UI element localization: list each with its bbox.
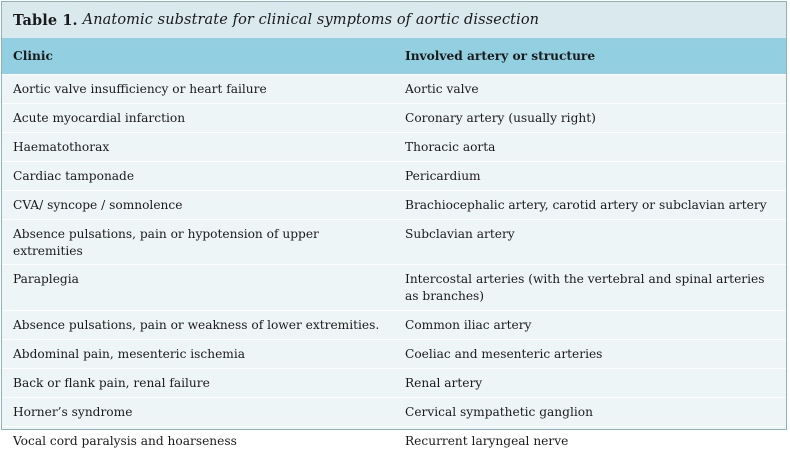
cell-clinic: Aortic valve insufficiency or heart failure xyxy=(2,75,394,104)
table-row xyxy=(2,75,786,104)
cell-structure: Brachiocephalic artery, carotid artery or subclavian artery xyxy=(394,191,786,220)
cell-structure: Intercostal arteries (with the vertebral and spinal arteries as branches) xyxy=(394,265,786,311)
table-row xyxy=(2,265,786,311)
table-row xyxy=(2,369,786,398)
table-header xyxy=(2,38,786,75)
table-row xyxy=(2,311,786,340)
header-row xyxy=(2,38,786,75)
cell-structure: Cervical sympathetic ganglion xyxy=(394,398,786,427)
table-row xyxy=(2,220,786,265)
cell-structure: Aortic valve xyxy=(394,75,786,104)
cell-clinic: Absence pulsations, pain or weakness of lower extremities. xyxy=(2,311,394,340)
table-row xyxy=(2,133,786,162)
cell-clinic: Back or flank pain, renal failure xyxy=(2,369,394,398)
cell-clinic: Absence pulsations, pain or hypotension of upper extremities xyxy=(2,220,394,265)
cell-structure: Coronary artery (usually right) xyxy=(394,104,786,133)
cell-structure: Coeliac and mesenteric arteries xyxy=(394,340,786,369)
table-row xyxy=(2,340,786,369)
cell-structure: Common iliac artery xyxy=(394,311,786,340)
table-body xyxy=(2,75,786,455)
cell-clinic: Cardiac tamponade xyxy=(2,162,394,191)
cell-clinic: Abdominal pain, mesenteric ischemia xyxy=(2,340,394,369)
cell-clinic: Paraplegia xyxy=(2,265,394,311)
cell-clinic: Vocal cord paralysis and hoarseness xyxy=(2,427,394,455)
data-table xyxy=(2,38,786,455)
table-row xyxy=(2,104,786,133)
table-label: Table 1. xyxy=(13,12,78,29)
cell-clinic: CVA/ syncope / somnolence xyxy=(2,191,394,220)
table-caption xyxy=(2,2,786,38)
cell-clinic: Acute myocardial infarction xyxy=(2,104,394,133)
header-structure: Involved artery or structure xyxy=(394,38,786,75)
cell-structure: Pericardium xyxy=(394,162,786,191)
table-row xyxy=(2,162,786,191)
cell-structure: Recurrent laryngeal nerve xyxy=(394,427,786,455)
table-row xyxy=(2,398,786,427)
table-row xyxy=(2,427,786,455)
cell-structure: Renal artery xyxy=(394,369,786,398)
cell-clinic: Haematothorax xyxy=(2,133,394,162)
table-row xyxy=(2,191,786,220)
cell-structure: Subclavian artery xyxy=(394,220,786,265)
cell-structure: Thoracic aorta xyxy=(394,133,786,162)
table-title: Anatomic substrate for clinical symptoms of aortic dissection xyxy=(83,12,539,28)
table-container xyxy=(1,1,787,430)
header-clinic: Clinic xyxy=(2,38,394,75)
cell-clinic: Horner’s syndrome xyxy=(2,398,394,427)
